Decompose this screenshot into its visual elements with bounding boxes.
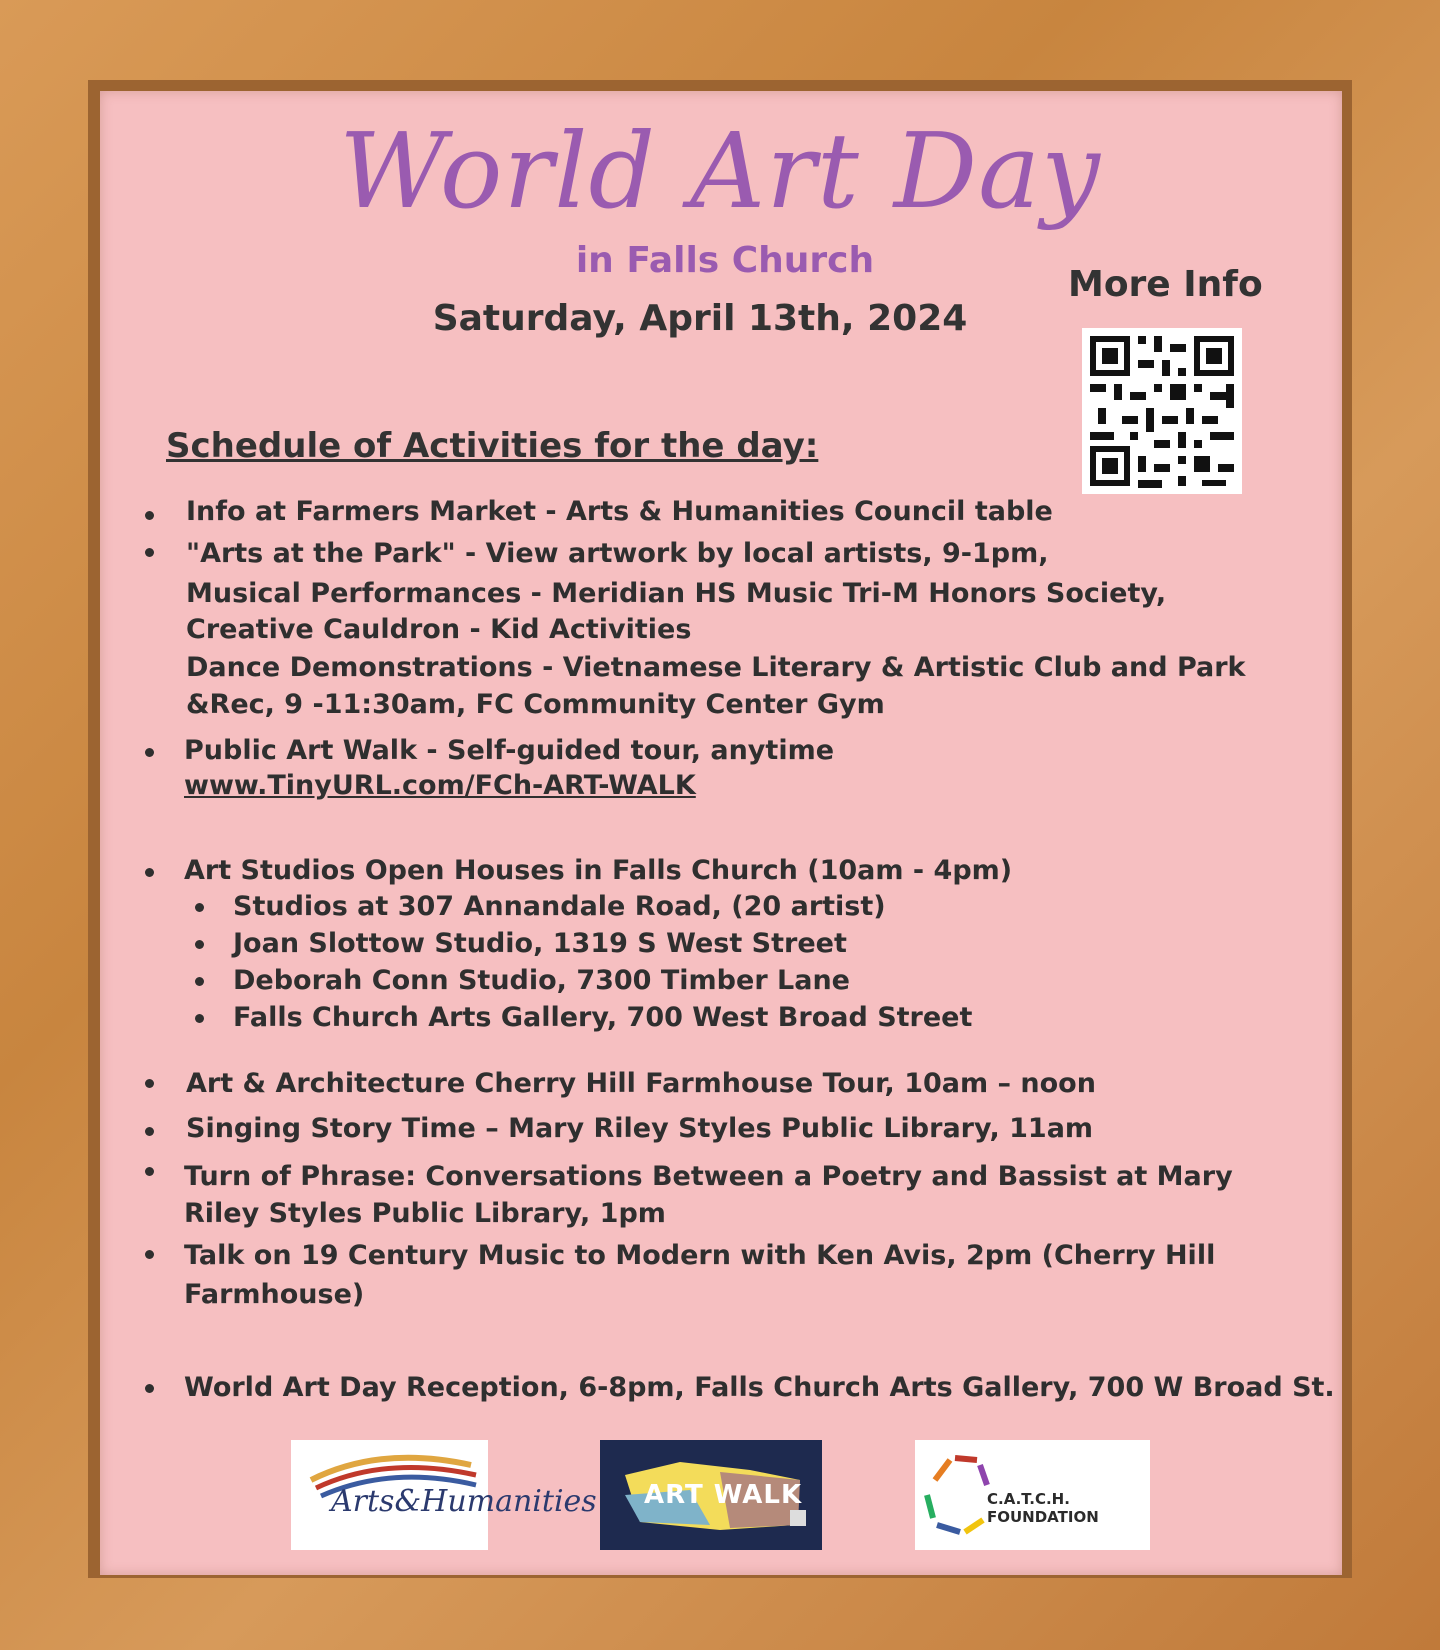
list-item: Turn of Phrase: Conversations Between a Poetry and Bassist at Mary [184, 1161, 1233, 1192]
list-item: Info at Farmers Market - Arts & Humanities Council table [186, 496, 1053, 527]
bullet-icon [145, 868, 154, 877]
page-subtitle: in Falls Church [575, 240, 875, 281]
list-item: Dance Demonstrations - Vietnamese Literary & Artistic Club and Park [186, 652, 1246, 683]
list-item: Falls Church Arts Gallery, 700 West Broad Street [233, 1002, 973, 1033]
list-item: Musical Performances - Meridian HS Music Tri-M Honors Society, [186, 578, 1167, 609]
list-item: Public Art Walk - Self-guided tour, anytime [184, 735, 835, 766]
bullet-icon [195, 977, 204, 986]
catch-foundation-logo-text: C.A.T.C.H. FOUNDATION [987, 1490, 1099, 1526]
schedule-heading: Schedule of Activities for the day: [166, 426, 819, 466]
list-item: World Art Day Reception, 6-8pm, Falls Church Arts Gallery, 700 W Broad St. [184, 1372, 1335, 1403]
arts-humanities-logo-text: Arts&Humanities [331, 1484, 597, 1519]
list-item: Studios at 307 Annandale Road, (20 artist) [233, 891, 886, 922]
bullet-icon [145, 1167, 154, 1176]
list-item: Art & Architecture Cherry Hill Farmhouse Tour, 10am – noon [186, 1068, 1096, 1099]
list-item: Art Studios Open Houses in Falls Church (10am - 4pm) [184, 855, 1013, 886]
art-walk-logo-text: ART WALK [644, 1480, 803, 1510]
arts-humanities-logo [291, 1440, 597, 1550]
art-walk-logo [600, 1440, 822, 1550]
list-item: Singing Story Time – Mary Riley Styles Public Library, 11am [186, 1113, 1094, 1144]
bullet-icon [145, 511, 154, 520]
bullet-icon [145, 1250, 154, 1259]
art-walk-link[interactable]: www.TinyURL.com/FCh-ART-WALK [184, 770, 696, 801]
list-item: Joan Slottow Studio, 1319 S West Street [233, 928, 847, 959]
page-title: World Art Day [339, 110, 1101, 232]
catch-foundation-logo [915, 1440, 1150, 1550]
list-item: "Arts at the Park" - View artwork by local artists, 9-1pm, [186, 538, 1049, 569]
list-item: Farmhouse) [184, 1279, 365, 1310]
bullet-icon [145, 1127, 154, 1136]
bullet-icon [195, 903, 204, 912]
qr-code-icon[interactable] [1082, 328, 1242, 494]
bullet-icon [145, 1384, 154, 1393]
bullet-icon [195, 1014, 204, 1023]
list-item: Talk on 19 Century Music to Modern with Ken Avis, 2pm (Cherry Hill [184, 1240, 1216, 1271]
more-info-label: More Info [1068, 264, 1263, 305]
bullet-icon [145, 1079, 154, 1088]
event-date: Saturday, April 13th, 2024 [432, 298, 968, 339]
list-item: Riley Styles Public Library, 1pm [184, 1198, 666, 1229]
bullet-icon [195, 940, 204, 949]
list-item: Deborah Conn Studio, 7300 Timber Lane [233, 965, 850, 996]
bullet-icon [145, 548, 154, 557]
list-item: &Rec, 9 -11:30am, FC Community Center Gym [186, 689, 885, 720]
list-item: Creative Cauldron - Kid Activities [186, 614, 692, 645]
bullet-icon [145, 748, 154, 757]
